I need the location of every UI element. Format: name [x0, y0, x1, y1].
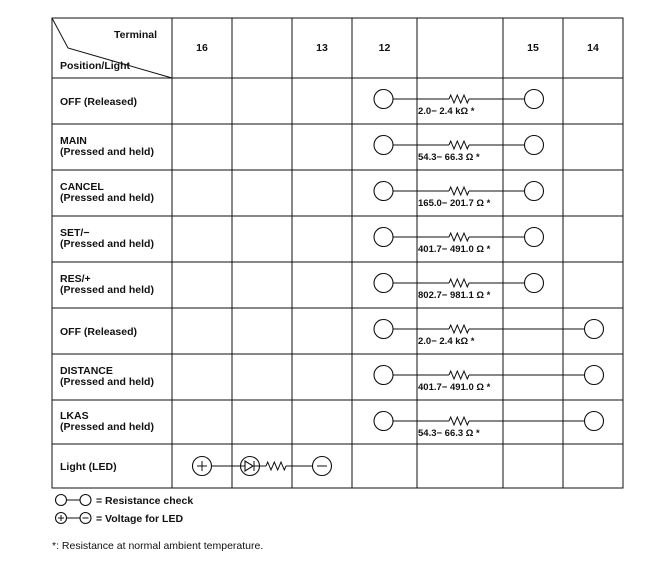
table-row — [60, 320, 604, 348]
terminal-circle-start — [374, 366, 393, 385]
resistance-value: 2.0− 2.4 kΩ * — [418, 336, 475, 347]
terminal-circle-start — [374, 412, 393, 431]
row-label: CANCEL — [60, 181, 104, 193]
terminal-column-header: 16 — [196, 42, 208, 54]
terminal-circle-start — [374, 90, 393, 109]
row-label: DISTANCE — [60, 365, 113, 377]
terminal-circle-start — [374, 274, 393, 293]
row-sublabel: (Pressed and held) — [60, 146, 154, 158]
table-row — [60, 457, 332, 476]
table-row — [60, 135, 544, 163]
terminal-circle-start — [374, 320, 393, 339]
terminal-circle-end — [525, 90, 544, 109]
table-row — [60, 365, 604, 393]
voltage-led-legend-symbol — [56, 513, 92, 524]
row-label: OFF (Released) — [60, 326, 138, 338]
terminal-circle-end — [525, 136, 544, 155]
row-label: OFF (Released) — [60, 96, 138, 108]
position-light-header-label: Position/Light — [60, 60, 130, 72]
resistance-value: 802.7− 981.1 Ω * — [418, 290, 491, 301]
resistor-symbol — [449, 233, 469, 241]
terminal-circle-end — [525, 274, 544, 293]
resistor-symbol — [449, 371, 469, 379]
terminal-circle-end — [585, 366, 604, 385]
terminal-circle-start — [374, 136, 393, 155]
row-label: SET/− — [60, 227, 90, 239]
terminal-column-header: 13 — [316, 42, 328, 54]
resistance-value: 2.0− 2.4 kΩ * — [418, 106, 475, 117]
row-sublabel: (Pressed and held) — [60, 421, 154, 433]
table-row — [60, 273, 544, 301]
resistance-value: 54.3− 66.3 Ω * — [418, 428, 480, 439]
terminal-circle-end — [525, 182, 544, 201]
row-sublabel: (Pressed and held) — [60, 192, 154, 204]
table-row — [60, 181, 544, 209]
resistor-symbol — [449, 325, 469, 333]
table-row — [60, 410, 604, 439]
terminal-column-header: 14 — [587, 42, 599, 54]
terminal-circle-end — [585, 320, 604, 339]
terminal-column-header: 15 — [527, 42, 539, 54]
resistance-check-legend-text: = Resistance check — [96, 495, 194, 507]
row-label: LKAS — [60, 410, 89, 422]
resistor-symbol — [449, 187, 469, 195]
resistor-symbol — [449, 279, 469, 287]
table-row — [60, 90, 544, 118]
resistor-symbol — [449, 95, 469, 103]
row-sublabel: (Pressed and held) — [60, 376, 154, 388]
resistor-symbol — [449, 417, 469, 425]
resistance-value: 401.7− 491.0 Ω * — [418, 382, 491, 393]
resistance-value: 165.0− 201.7 Ω * — [418, 198, 491, 209]
row-label: MAIN — [60, 135, 87, 147]
resistor-symbol — [266, 462, 286, 470]
terminal-circle-end — [585, 412, 604, 431]
terminal-column-header: 12 — [378, 42, 391, 54]
terminal-circle-start — [374, 182, 393, 201]
terminal-header-label: Terminal — [114, 29, 157, 41]
table-row — [60, 227, 544, 255]
terminal-circle-start — [374, 228, 393, 247]
resistance-check-legend-symbol — [56, 495, 92, 506]
resistance-value: 401.7− 491.0 Ω * — [418, 244, 491, 255]
resistance-value: 54.3− 66.3 Ω * — [418, 152, 480, 163]
table-border — [52, 18, 623, 488]
row-sublabel: (Pressed and held) — [60, 284, 154, 296]
voltage-led-legend-text: = Voltage for LED — [96, 513, 184, 525]
row-label: RES/+ — [60, 273, 91, 285]
terminal-circle-end — [525, 228, 544, 247]
resistor-symbol — [449, 141, 469, 149]
row-sublabel: (Pressed and held) — [60, 238, 154, 250]
row-label: Light (LED) — [60, 461, 117, 473]
footnote-text: *: Resistance at normal ambient temperature. — [52, 540, 264, 552]
